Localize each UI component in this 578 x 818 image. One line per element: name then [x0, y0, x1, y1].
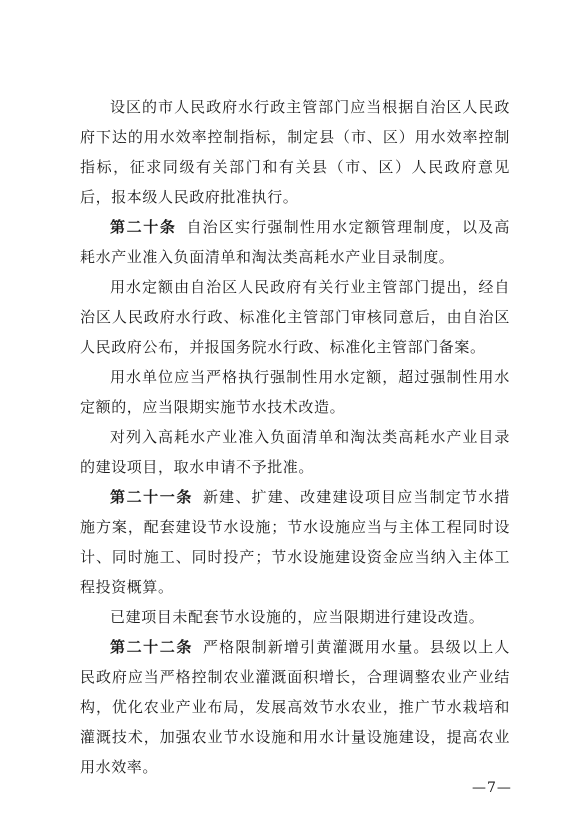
page-number: —7—	[472, 780, 512, 796]
paragraph-text: 用水单位应当严格执行强制性用水定额，超过强制性用水定额的，应当限期实施节水技术改造。	[80, 368, 510, 416]
article-heading: 第二十一条	[110, 488, 193, 506]
paragraph-3	[80, 272, 510, 362]
paragraph-text: 新建、扩建、改建建设项目应当制定节水措施方案，配套建设节水设施；节水设施应当与主体工程同时设计、同时施工、同时投产；节水设施建设资金应当纳入主体工程投资概算。	[80, 488, 510, 596]
paragraph-text: 自治区实行强制性用水定额管理制度，以及高耗水产业准入负面清单和淘汰类高耗水产业目录制度。	[80, 218, 510, 266]
paragraph-text: 设区的市人民政府水行政主管部门应当根据自治区人民政府下达的用水效率控制指标，制定县（市、区）用水效率控制指标，征求同级有关部门和有关县（市、区）人民政府意见后，报本级人民政府批准执行。	[80, 98, 510, 206]
article-heading: 第二十二条	[110, 638, 193, 656]
paragraph-1	[80, 92, 510, 212]
paragraph-text: 已建项目未配套节水设施的，应当限期进行建设改造。	[110, 608, 485, 626]
article-20	[80, 212, 510, 272]
paragraph-text: 对列入高耗水产业准入负面清单和淘汰类高耗水产业目录的建设项目，取水申请不予批准。	[80, 428, 510, 476]
article-22	[80, 632, 510, 782]
paragraph-text: 严格限制新增引黄灌溉用水量。县级以上人民政府应当严格控制农业灌溉面积增长，合理调整农业产业结构，优化农业产业布局，发展高效节水农业，推广节水栽培和灌溉技术，加强农业节水设施和用水计量设施建设，提高农业用水效率。	[80, 638, 510, 776]
article-heading: 第二十条	[110, 218, 177, 236]
document-body	[80, 92, 510, 782]
paragraph-5	[80, 422, 510, 482]
paragraph-text: 用水定额由自治区人民政府有关行业主管部门提出，经自治区人民政府水行政、标准化主管部门审核同意后，由自治区人民政府公布，并报国务院水行政、标准化主管部门备案。	[80, 278, 510, 356]
article-21	[80, 482, 510, 602]
paragraph-4	[80, 362, 510, 422]
paragraph-7	[80, 602, 510, 632]
